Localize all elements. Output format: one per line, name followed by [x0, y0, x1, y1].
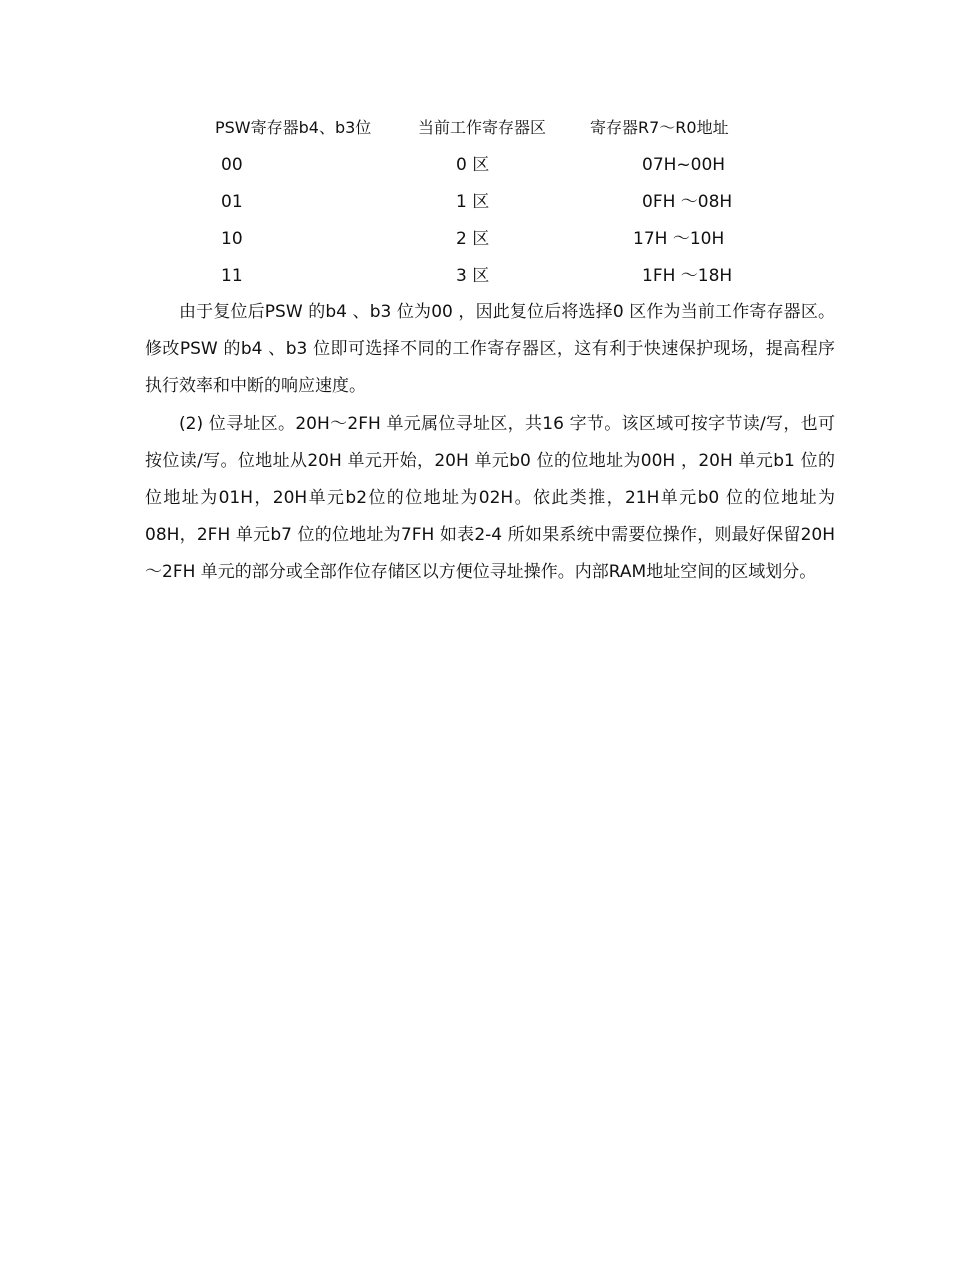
header-psw-bits: PSW寄存器b4、b3位: [215, 118, 372, 137]
cell-range: 1FH ～18H: [642, 266, 733, 286]
cell-bank: 3 区: [456, 266, 490, 286]
cell-bank: 1 区: [456, 192, 490, 212]
table-header-row: [0, 113, 979, 150]
header-current-bank: 当前工作寄存器区: [418, 118, 547, 137]
paragraph-reset-note: [145, 294, 835, 405]
table-row: [0, 150, 979, 187]
paragraph-text: (2) 位寻址区。20H～2FH 单元属位寻址区，共16 字节。该区域可按字节读/写，也可按位读/写。位地址从20H 单元开始，20H 单元b0 位的位地址为00H ，20H 单元b1 位的位地址为01H，20H单元b2位的位地址为02H。依此类推，21H单元b0 位的位地址为08H，2FH 单元b7 位的位地址为7FH 如表2-4 所如果系统中需要位操作，则最好保留20H ～2FH 单元的部分或全部作位存储区以方便位寻址操作。内部RAM地址空间的区域划分。: [145, 414, 835, 582]
cell-range: 0FH ～08H: [642, 192, 733, 212]
table-row: [0, 224, 979, 261]
cell-bits: 11: [221, 266, 243, 286]
register-bank-table: [0, 113, 979, 298]
table-row: [0, 187, 979, 224]
cell-bits: 00: [221, 155, 243, 175]
cell-range: 17H ～10H: [633, 229, 725, 249]
cell-bank: 2 区: [456, 229, 490, 249]
table-row: [0, 261, 979, 298]
cell-range: 07H~00H: [642, 155, 726, 175]
cell-bits: 10: [221, 229, 243, 249]
paragraph-bit-addressing: [145, 406, 835, 591]
paragraph-text: 由于复位后PSW 的b4 、b3 位为00 ，因此复位后将选择0 区作为当前工作寄存器区。修改PSW 的b4 、b3 位即可选择不同的工作寄存器区，这有利于快速保护现场，提高程序执行效率和中断的响应速度。: [145, 302, 835, 396]
header-register-address: 寄存器R7～R0地址: [590, 118, 729, 137]
cell-bits: 01: [221, 192, 243, 212]
cell-bank: 0 区: [456, 155, 490, 175]
